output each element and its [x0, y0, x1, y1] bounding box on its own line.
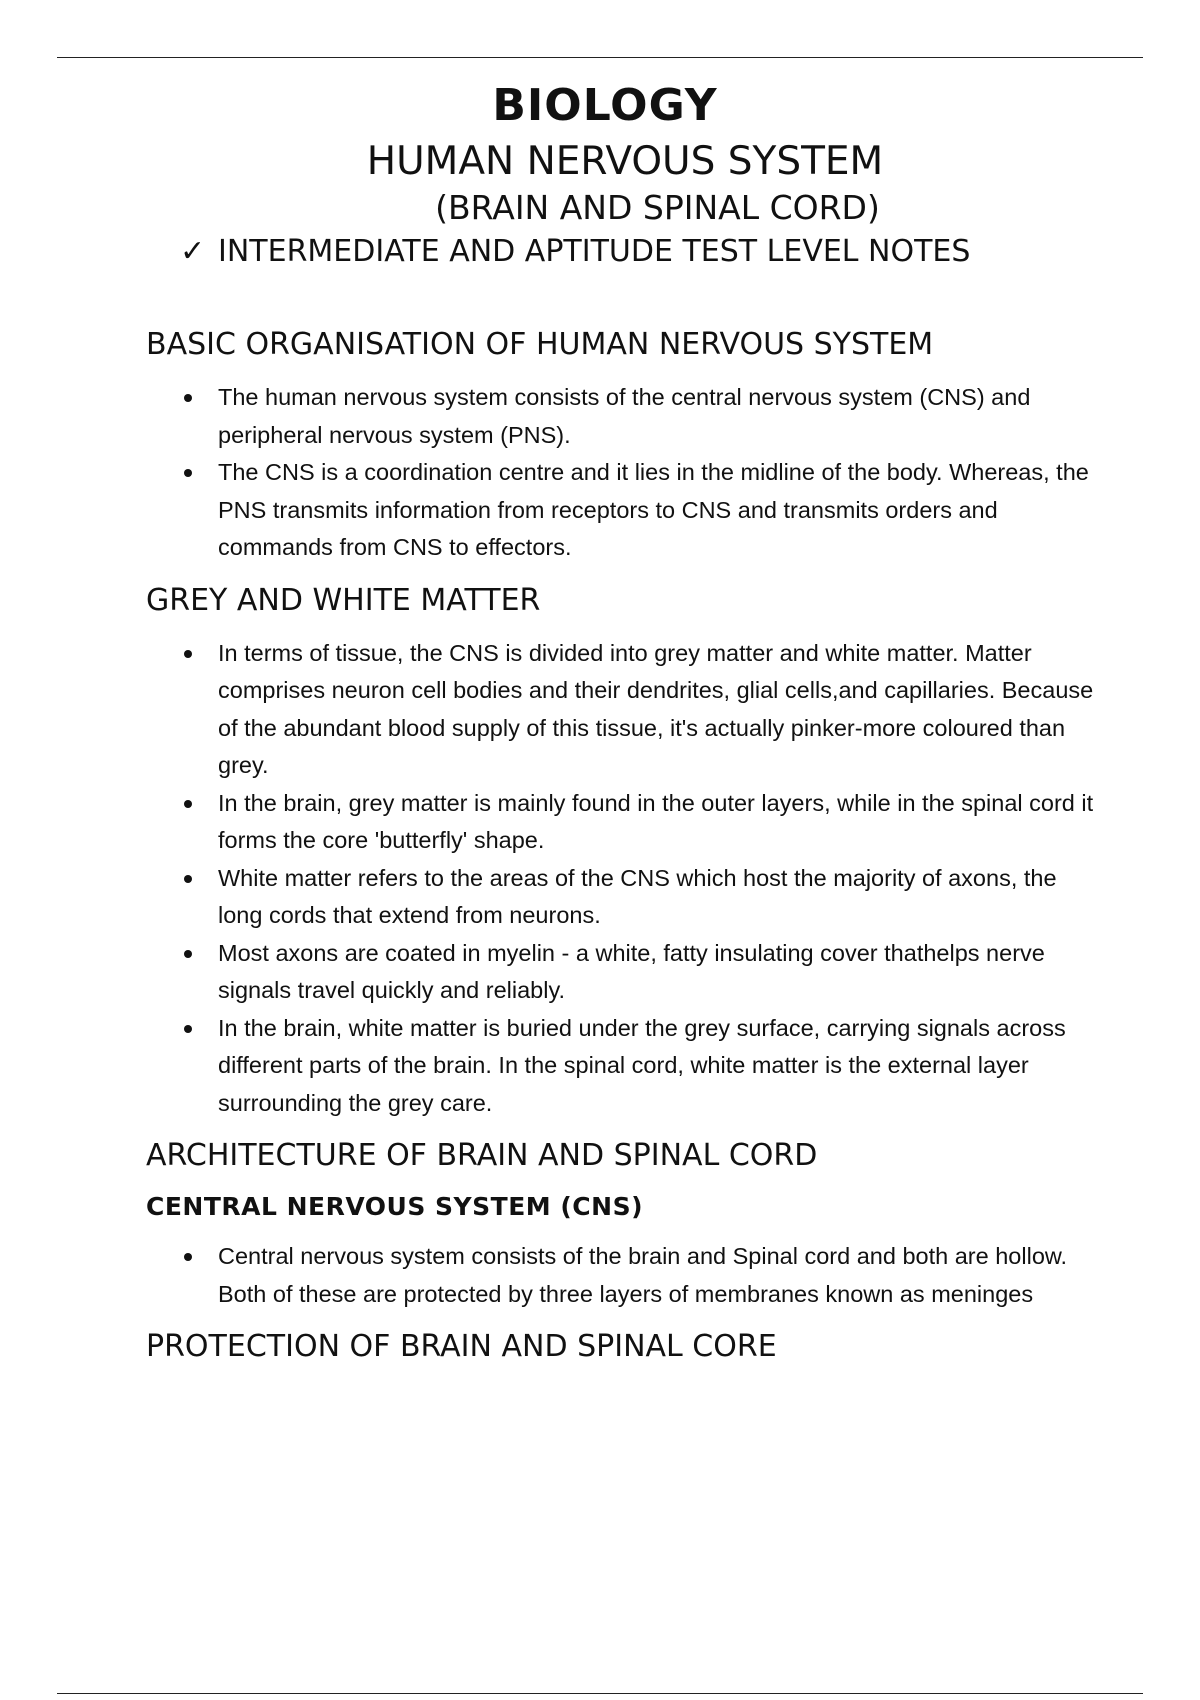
- bottom-rule: [57, 1693, 1143, 1694]
- bullet-list-cns: [146, 1238, 1096, 1313]
- list-item: In terms of tissue, the CNS is divided into grey matter and white matter. Matter comprises neuron cell bodies and their dendrites, glial cells,and capillaries. Because of the abundant blood supply of this tissue, it's actually pinker-more coloured than grey.: [146, 635, 1096, 785]
- list-item: Most axons are coated in myelin - a white, fatty insulating cover thathelps nerve signals travel quickly and reliably.: [146, 935, 1096, 1010]
- top-rule: [57, 57, 1143, 58]
- checkmark-icon: ✓: [180, 234, 206, 269]
- list-item: The human nervous system consists of the central nervous system (CNS) and peripheral nervous system (PNS).: [146, 379, 1096, 454]
- list-item: In the brain, white matter is buried under the grey surface, carrying signals across different parts of the brain. In the spinal cord, white matter is the external layer surrounding the grey care.: [146, 1010, 1096, 1123]
- section-heading-grey-white-matter: GREY AND WHITE MATTER: [146, 582, 541, 618]
- document-subtitle: HUMAN NERVOUS SYSTEM: [366, 139, 884, 184]
- document-subtitle-secondary: (BRAIN AND SPINAL CORD): [435, 188, 880, 227]
- list-item: In the brain, grey matter is mainly found in the outer layers, while in the spinal cord it forms the core 'butterfly' shape.: [146, 785, 1096, 860]
- document-body: [146, 325, 1096, 1381]
- list-item: Central nervous system consists of the brain and Spinal cord and both are hollow. Both of these are protected by three layers of membranes known as meninges: [146, 1238, 1096, 1313]
- list-item: White matter refers to the areas of the CNS which host the majority of axons, the long cords that extend from neurons.: [146, 860, 1096, 935]
- section-heading-architecture: ARCHITECTURE OF BRAIN AND SPINAL CORD: [146, 1138, 818, 1173]
- level-note: [180, 232, 970, 272]
- list-item: The CNS is a coordination centre and it lies in the midline of the body. Whereas, the PNS transmits information from receptors to CNS and transmits orders and commands from CNS to effectors.: [146, 454, 1096, 567]
- section-heading-protection: PROTECTION OF BRAIN AND SPINAL CORE: [146, 1329, 777, 1364]
- title-block: [0, 80, 1200, 228]
- bullet-list-basic-organisation: [146, 379, 1096, 567]
- subsection-heading-cns: CENTRAL NERVOUS SYSTEM (CNS): [146, 1192, 644, 1221]
- document-title: BIOLOGY: [492, 80, 718, 131]
- section-heading-basic-organisation: BASIC ORGANISATION OF HUMAN NERVOUS SYSTEM: [146, 327, 934, 362]
- bullet-list-grey-white-matter: [146, 635, 1096, 1123]
- level-note-text: INTERMEDIATE AND APTITUDE TEST LEVEL NOTES: [218, 234, 971, 269]
